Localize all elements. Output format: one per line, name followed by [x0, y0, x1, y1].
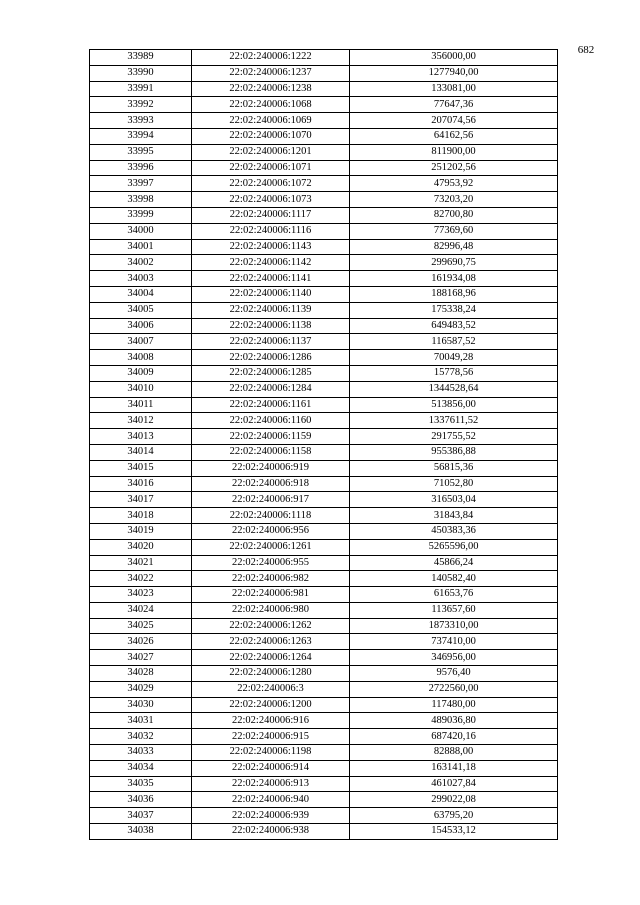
table-row: [90, 334, 558, 350]
table-row: [90, 492, 558, 508]
table-row: [90, 50, 558, 66]
table-row: [90, 318, 558, 334]
value-cell: 82996,48: [350, 239, 558, 255]
value-cell: 82888,00: [350, 745, 558, 761]
cadastral-number-cell: 22:02:240006:1201: [192, 144, 350, 160]
value-cell: 63795,20: [350, 808, 558, 824]
table-row: [90, 476, 558, 492]
table-row: [90, 65, 558, 81]
cadastral-number-cell: 22:02:240006:981: [192, 587, 350, 603]
value-cell: 45866,24: [350, 555, 558, 571]
value-cell: 15778,56: [350, 365, 558, 381]
table-row: [90, 776, 558, 792]
value-cell: 955386,88: [350, 444, 558, 460]
row-number-cell: 33991: [90, 81, 192, 97]
cadastral-number-cell: 22:02:240006:1141: [192, 271, 350, 287]
row-number-cell: 34007: [90, 334, 192, 350]
table-row: [90, 587, 558, 603]
cadastral-number-cell: 22:02:240006:1264: [192, 650, 350, 666]
table-row: [90, 413, 558, 429]
table-row: [90, 192, 558, 208]
value-cell: 299690,75: [350, 255, 558, 271]
cadastral-number-cell: 22:02:240006:1117: [192, 207, 350, 223]
value-cell: 133081,00: [350, 81, 558, 97]
table-row: [90, 350, 558, 366]
row-number-cell: 34032: [90, 729, 192, 745]
value-cell: 117480,00: [350, 697, 558, 713]
value-cell: 291755,52: [350, 429, 558, 445]
value-cell: 82700,80: [350, 207, 558, 223]
value-cell: 31843,84: [350, 508, 558, 524]
row-number-cell: 33989: [90, 50, 192, 66]
row-number-cell: 34038: [90, 824, 192, 840]
table-row: [90, 207, 558, 223]
row-number-cell: 34037: [90, 808, 192, 824]
table-row: [90, 792, 558, 808]
cadastral-number-cell: 22:02:240006:919: [192, 460, 350, 476]
table-row: [90, 650, 558, 666]
table-row: [90, 239, 558, 255]
row-number-cell: 34016: [90, 476, 192, 492]
row-number-cell: 34008: [90, 350, 192, 366]
cadastral-number-cell: 22:02:240006:1069: [192, 113, 350, 129]
row-number-cell: 33997: [90, 176, 192, 192]
cadastral-number-cell: 22:02:240006:1285: [192, 365, 350, 381]
cadastral-number-cell: 22:02:240006:1222: [192, 50, 350, 66]
table-row: [90, 602, 558, 618]
table-row: [90, 271, 558, 287]
value-cell: 70049,28: [350, 350, 558, 366]
value-cell: 299022,08: [350, 792, 558, 808]
cadastral-number-cell: 22:02:240006:1237: [192, 65, 350, 81]
table-row: [90, 144, 558, 160]
row-number-cell: 33998: [90, 192, 192, 208]
cadastral-number-cell: 22:02:240006:913: [192, 776, 350, 792]
table-row: [90, 666, 558, 682]
cadastral-number-cell: 22:02:240006:1284: [192, 381, 350, 397]
row-number-cell: 34013: [90, 429, 192, 445]
cadastral-number-cell: 22:02:240006:938: [192, 824, 350, 840]
table-row: [90, 97, 558, 113]
cadastral-number-cell: 22:02:240006:915: [192, 729, 350, 745]
row-number-cell: 34028: [90, 666, 192, 682]
cadastral-number-cell: 22:02:240006:1118: [192, 508, 350, 524]
row-number-cell: 34030: [90, 697, 192, 713]
cadastral-number-cell: 22:02:240006:1116: [192, 223, 350, 239]
row-number-cell: 34011: [90, 397, 192, 413]
cadastral-number-cell: 22:02:240006:1072: [192, 176, 350, 192]
row-number-cell: 34000: [90, 223, 192, 239]
table-row: [90, 729, 558, 745]
row-number-cell: 34021: [90, 555, 192, 571]
row-number-cell: 34015: [90, 460, 192, 476]
row-number-cell: 34012: [90, 413, 192, 429]
value-cell: 1873310,00: [350, 618, 558, 634]
row-number-cell: 34034: [90, 760, 192, 776]
page-number: 682: [577, 44, 595, 56]
row-number-cell: 34009: [90, 365, 192, 381]
row-number-cell: 33990: [90, 65, 192, 81]
cadastral-number-cell: 22:02:240006:1138: [192, 318, 350, 334]
value-cell: 9576,40: [350, 666, 558, 682]
table-row: [90, 81, 558, 97]
registry-table: [89, 49, 558, 840]
table-row: [90, 760, 558, 776]
table-row: [90, 555, 558, 571]
cadastral-number-cell: 22:02:240006:1158: [192, 444, 350, 460]
value-cell: 73203,20: [350, 192, 558, 208]
value-cell: 649483,52: [350, 318, 558, 334]
cadastral-number-cell: 22:02:240006:1200: [192, 697, 350, 713]
registry-table-body: [90, 50, 558, 840]
table-row: [90, 160, 558, 176]
row-number-cell: 33995: [90, 144, 192, 160]
value-cell: 461027,84: [350, 776, 558, 792]
value-cell: 5265596,00: [350, 539, 558, 555]
table-row: [90, 713, 558, 729]
cadastral-number-cell: 22:02:240006:1160: [192, 413, 350, 429]
cadastral-number-cell: 22:02:240006:1161: [192, 397, 350, 413]
row-number-cell: 34004: [90, 286, 192, 302]
row-number-cell: 34031: [90, 713, 192, 729]
table-row: [90, 381, 558, 397]
value-cell: 1337611,52: [350, 413, 558, 429]
table-row: [90, 365, 558, 381]
cadastral-number-cell: 22:02:240006:940: [192, 792, 350, 808]
cadastral-number-cell: 22:02:240006:1140: [192, 286, 350, 302]
row-number-cell: 34024: [90, 602, 192, 618]
value-cell: 2722560,00: [350, 681, 558, 697]
row-number-cell: 34036: [90, 792, 192, 808]
cadastral-number-cell: 22:02:240006:1070: [192, 128, 350, 144]
table-row: [90, 429, 558, 445]
value-cell: 207074,56: [350, 113, 558, 129]
cadastral-number-cell: 22:02:240006:1280: [192, 666, 350, 682]
table-row: [90, 397, 558, 413]
value-cell: 116587,52: [350, 334, 558, 350]
cadastral-number-cell: 22:02:240006:1159: [192, 429, 350, 445]
cadastral-number-cell: 22:02:240006:1068: [192, 97, 350, 113]
value-cell: 71052,80: [350, 476, 558, 492]
row-number-cell: 33992: [90, 97, 192, 113]
row-number-cell: 34010: [90, 381, 192, 397]
row-number-cell: 33996: [90, 160, 192, 176]
row-number-cell: 34020: [90, 539, 192, 555]
value-cell: 113657,60: [350, 602, 558, 618]
cadastral-number-cell: 22:02:240006:982: [192, 571, 350, 587]
value-cell: 1344528,64: [350, 381, 558, 397]
row-number-cell: 34033: [90, 745, 192, 761]
row-number-cell: 34017: [90, 492, 192, 508]
cadastral-number-cell: 22:02:240006:1198: [192, 745, 350, 761]
row-number-cell: 33993: [90, 113, 192, 129]
table-row: [90, 255, 558, 271]
table-row: [90, 523, 558, 539]
table-row: [90, 681, 558, 697]
table-row: [90, 113, 558, 129]
cadastral-number-cell: 22:02:240006:955: [192, 555, 350, 571]
cadastral-number-cell: 22:02:240006:939: [192, 808, 350, 824]
value-cell: 47953,92: [350, 176, 558, 192]
row-number-cell: 34005: [90, 302, 192, 318]
value-cell: 316503,04: [350, 492, 558, 508]
row-number-cell: 34026: [90, 634, 192, 650]
table-row: [90, 824, 558, 840]
row-number-cell: 34023: [90, 587, 192, 603]
row-number-cell: 33999: [90, 207, 192, 223]
table-row: [90, 286, 558, 302]
value-cell: 56815,36: [350, 460, 558, 476]
cadastral-number-cell: 22:02:240006:1073: [192, 192, 350, 208]
row-number-cell: 34025: [90, 618, 192, 634]
cadastral-number-cell: 22:02:240006:956: [192, 523, 350, 539]
cadastral-number-cell: 22:02:240006:917: [192, 492, 350, 508]
value-cell: 161934,08: [350, 271, 558, 287]
row-number-cell: 34019: [90, 523, 192, 539]
row-number-cell: 34002: [90, 255, 192, 271]
table-row: [90, 460, 558, 476]
cadastral-number-cell: 22:02:240006:914: [192, 760, 350, 776]
cadastral-number-cell: 22:02:240006:1137: [192, 334, 350, 350]
table-row: [90, 128, 558, 144]
value-cell: 811900,00: [350, 144, 558, 160]
table-row: [90, 808, 558, 824]
value-cell: 1277940,00: [350, 65, 558, 81]
value-cell: 188168,96: [350, 286, 558, 302]
cadastral-number-cell: 22:02:240006:918: [192, 476, 350, 492]
value-cell: 77369,60: [350, 223, 558, 239]
value-cell: 346956,00: [350, 650, 558, 666]
value-cell: 163141,18: [350, 760, 558, 776]
table-row: [90, 302, 558, 318]
value-cell: 356000,00: [350, 50, 558, 66]
cadastral-number-cell: 22:02:240006:980: [192, 602, 350, 618]
table-row: [90, 571, 558, 587]
value-cell: 64162,56: [350, 128, 558, 144]
table-row: [90, 634, 558, 650]
row-number-cell: 33994: [90, 128, 192, 144]
row-number-cell: 34001: [90, 239, 192, 255]
table-row: [90, 444, 558, 460]
cadastral-number-cell: 22:02:240006:1142: [192, 255, 350, 271]
cadastral-number-cell: 22:02:240006:1286: [192, 350, 350, 366]
cadastral-number-cell: 22:02:240006:1143: [192, 239, 350, 255]
value-cell: 140582,40: [350, 571, 558, 587]
table-row: [90, 223, 558, 239]
cadastral-number-cell: 22:02:240006:1139: [192, 302, 350, 318]
value-cell: 450383,36: [350, 523, 558, 539]
row-number-cell: 34027: [90, 650, 192, 666]
row-number-cell: 34035: [90, 776, 192, 792]
row-number-cell: 34018: [90, 508, 192, 524]
value-cell: 489036,80: [350, 713, 558, 729]
cadastral-number-cell: 22:02:240006:1262: [192, 618, 350, 634]
table-row: [90, 745, 558, 761]
row-number-cell: 34022: [90, 571, 192, 587]
value-cell: 175338,24: [350, 302, 558, 318]
value-cell: 251202,56: [350, 160, 558, 176]
cadastral-number-cell: 22:02:240006:1263: [192, 634, 350, 650]
table-row: [90, 176, 558, 192]
value-cell: 737410,00: [350, 634, 558, 650]
value-cell: 61653,76: [350, 587, 558, 603]
table-row: [90, 539, 558, 555]
value-cell: 687420,16: [350, 729, 558, 745]
table-row: [90, 697, 558, 713]
row-number-cell: 34029: [90, 681, 192, 697]
cadastral-number-cell: 22:02:240006:1238: [192, 81, 350, 97]
cadastral-number-cell: 22:02:240006:3: [192, 681, 350, 697]
table-row: [90, 508, 558, 524]
value-cell: 77647,36: [350, 97, 558, 113]
cadastral-number-cell: 22:02:240006:916: [192, 713, 350, 729]
row-number-cell: 34014: [90, 444, 192, 460]
cadastral-number-cell: 22:02:240006:1261: [192, 539, 350, 555]
row-number-cell: 34003: [90, 271, 192, 287]
value-cell: 513856,00: [350, 397, 558, 413]
cadastral-number-cell: 22:02:240006:1071: [192, 160, 350, 176]
table-row: [90, 618, 558, 634]
value-cell: 154533,12: [350, 824, 558, 840]
row-number-cell: 34006: [90, 318, 192, 334]
